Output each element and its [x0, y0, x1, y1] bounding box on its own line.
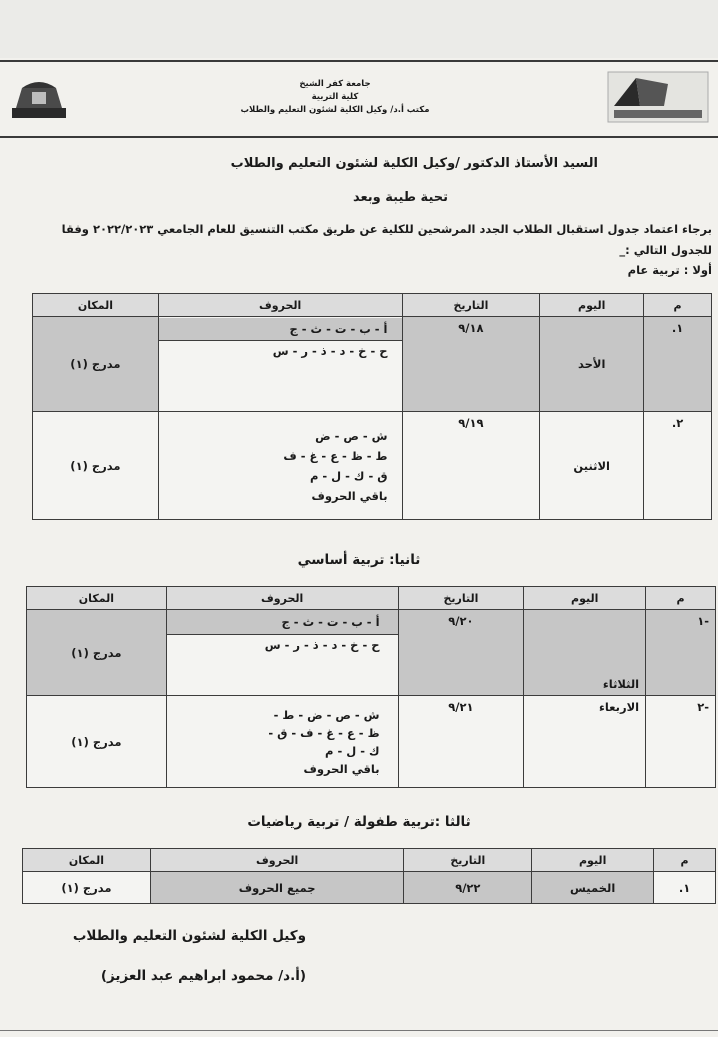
schedule-table-childhood-math	[22, 848, 716, 904]
table-row	[27, 610, 716, 696]
signature-title: وكيل الكلية لشئون التعليم والطلاب	[72, 928, 306, 944]
letters-group: ح - خ - د - ذ - ر - س	[264, 638, 380, 652]
letters-group: أ - ب - ت - ث - ج	[167, 610, 398, 635]
header-num: م	[654, 849, 716, 872]
table-row	[33, 412, 712, 520]
letters-group: ظ - ع - غ - ف - ق -	[268, 725, 380, 740]
letters-group: ط - ظ - ع - غ - ف	[283, 448, 388, 463]
letter-body-continued: للجدول التالي :_	[619, 243, 712, 257]
row-date: ٩/١٩	[402, 412, 540, 520]
university-name: جامعة كفر الشيخ	[299, 79, 371, 89]
header-place: المكان	[33, 294, 159, 317]
table-row	[27, 696, 716, 788]
table-row	[23, 872, 716, 904]
row-place: مدرج (١)	[27, 696, 167, 788]
letters-group: ش - ص - ض - ط -	[273, 707, 380, 722]
row-num: ٢.	[644, 412, 712, 520]
faculty-logo-icon	[606, 68, 710, 126]
letters-group: باقي الحروف	[303, 761, 380, 776]
signature-name: (أ.د/ محمود ابراهيم عبد العزيز)	[100, 968, 306, 984]
table-row	[33, 317, 712, 412]
letters-group: ش - ص - ض	[315, 428, 388, 443]
page-top-margin	[0, 0, 718, 58]
schedule-table-general	[32, 293, 712, 520]
letterhead	[230, 78, 440, 117]
top-divider	[0, 60, 718, 62]
row-date: ٩/٢١	[398, 696, 524, 788]
row-day: الثلاثاء	[524, 610, 646, 696]
header-day: اليوم	[540, 294, 644, 317]
bottom-divider	[0, 1030, 718, 1031]
header-letters: الحروف	[158, 294, 402, 317]
letters-group: ح - خ - د - ذ - ر - س	[272, 343, 388, 358]
row-num: ١.	[644, 317, 712, 412]
row-date: ٩/٢٢	[404, 872, 532, 904]
header-letters: الحروف	[166, 587, 398, 610]
letters-group: ق - ك - ل - م	[309, 468, 388, 483]
row-letters	[158, 412, 402, 520]
schedule-table-basic	[26, 586, 716, 788]
row-letters: جميع الحروف	[150, 872, 404, 904]
letterhead-divider	[0, 136, 718, 138]
header-place: المكان	[23, 849, 151, 872]
row-day: الخميس	[532, 872, 654, 904]
letters-group: باقي الحروف	[311, 488, 388, 503]
greeting: تحية طيبة وبعد	[352, 190, 448, 205]
row-num: -١	[646, 610, 716, 696]
section-title-basic: ثانيا: تربية أساسي	[297, 552, 421, 568]
row-place: مدرج (١)	[27, 610, 167, 696]
section-title-childhood-math: ثالثا :تربية طفولة / تربية رياضيات	[247, 814, 471, 830]
row-letters	[166, 696, 398, 788]
row-letters	[158, 317, 402, 412]
row-num: -٢	[646, 696, 716, 788]
university-seal-icon	[8, 72, 70, 122]
row-day: الأحد	[540, 317, 644, 412]
header-num: م	[646, 587, 716, 610]
row-letters	[166, 610, 398, 696]
row-date: ٩/١٨	[402, 317, 540, 412]
header-date: التاريخ	[402, 294, 540, 317]
row-num: ١.	[654, 872, 716, 904]
faculty-name: كلية التربية	[311, 92, 359, 102]
header-place: المكان	[27, 587, 167, 610]
row-day: الاثنين	[540, 412, 644, 520]
row-place: مدرج (١)	[33, 412, 159, 520]
addressee: السيد الأستاذ الدكتور /وكيل الكلية لشئون التعليم والطلاب	[230, 156, 598, 171]
header-num: م	[644, 294, 712, 317]
office-name: مكتب أ.د/ وكيل الكلية لشئون التعليم والطلاب	[240, 105, 430, 115]
row-day: الاربعاء	[524, 696, 646, 788]
letters-group: ك - ل - م	[325, 743, 380, 758]
header-letters: الحروف	[150, 849, 404, 872]
row-date: ٩/٢٠	[398, 610, 524, 696]
letters-group: أ - ب - ت - ث - ج	[159, 318, 402, 341]
section-title-general: أولا : تربية عام	[627, 263, 712, 277]
header-date: التاريخ	[404, 849, 532, 872]
header-date: التاريخ	[398, 587, 524, 610]
header-day: اليوم	[524, 587, 646, 610]
letter-body: برجاء اعتماد جدول استقبال الطلاب الجدد المرشحين للكلية عن طريق مكتب التنسيق للعام الجامعي ٢٠٢٢/٢٠٢٣ وفقا	[61, 222, 712, 236]
header-day: اليوم	[532, 849, 654, 872]
row-place: مدرج (١)	[33, 317, 159, 412]
row-place: مدرج (١)	[23, 872, 151, 904]
